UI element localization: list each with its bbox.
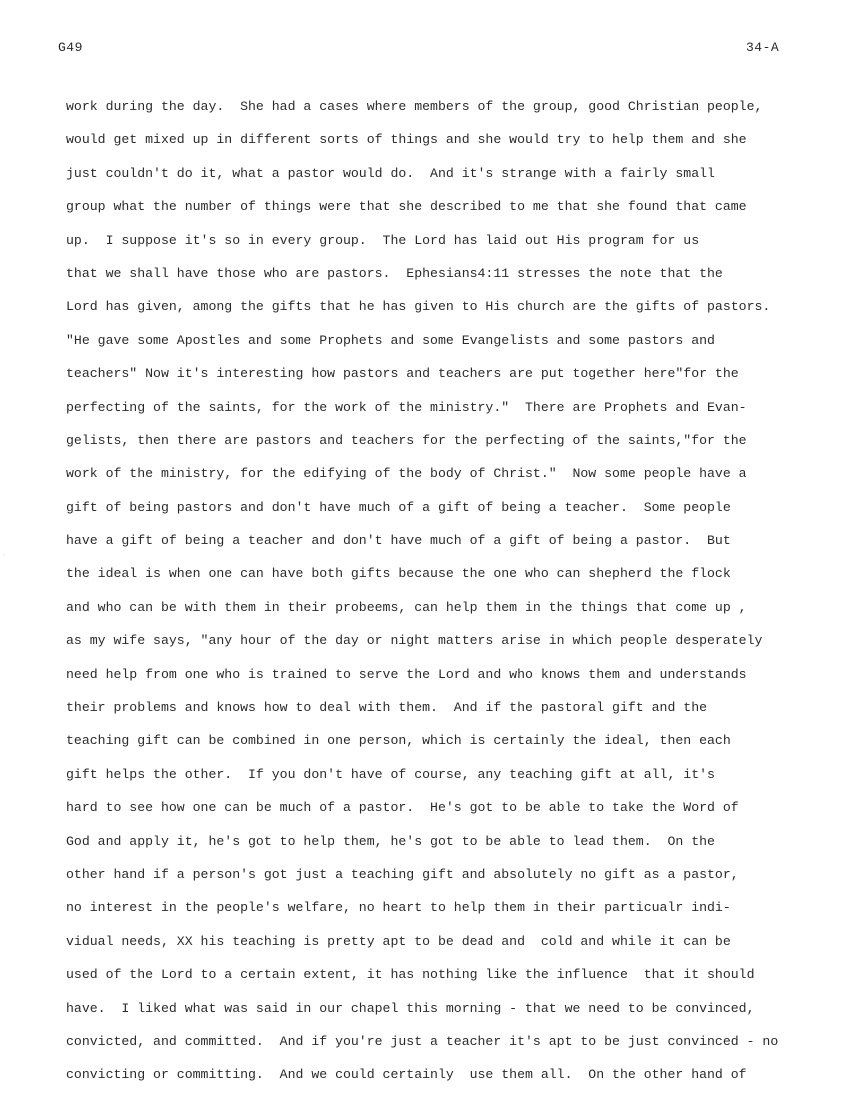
page-number-right: 34-A: [746, 40, 780, 55]
text-line: gift helps the other. If you don't have of course, any teaching gift at all, it's: [66, 766, 715, 782]
text-line: convicted, and committed. And if you're just a teacher it's apt to be just convinced - no: [66, 1033, 779, 1049]
text-line: God and apply it, he's got to help them, he's got to be able to lead them. On the: [66, 833, 715, 849]
text-line: Lord has given, among the gifts that he has given to His church are the gifts of pastors.: [66, 299, 771, 315]
text-line: work of the ministry, for the edifying of the body of Christ." Now some people have a: [66, 466, 747, 482]
text-line: no interest in the people's welfare, no heart to help them in their particualr indi-: [66, 900, 731, 916]
text-line: their problems and knows how to deal with them. And if the pastoral gift and the: [66, 700, 708, 716]
text-line: and who can be with them in their probeems, can help them in the things that come up ,: [66, 599, 747, 615]
text-line: that we shall have those who are pastors. Ephesians4:11 stresses the note that the: [66, 265, 723, 281]
text-line: work during the day. She had a cases where members of the group, good Christian people,: [66, 99, 763, 114]
text-line: used of the Lord to a certain extent, it has nothing like the influence that it should: [66, 967, 755, 983]
text-line: gift of being pastors and don't have much of a gift of being a teacher. Some people: [66, 499, 731, 515]
page-number-left: G49: [58, 40, 83, 55]
text-line: teaching gift can be combined in one person, which is certainly the ideal, then each: [66, 733, 731, 749]
text-line: other hand if a person's got just a teaching gift and absolutely no gift as a pastor,: [66, 866, 739, 882]
text-line: have. I liked what was said in our chapel this morning - that we need to be convinced,: [66, 1000, 755, 1016]
text-line: teachers" Now it's interesting how pastors and teachers are put together here"for the: [66, 366, 739, 382]
text-line: convicting or committing. And we could certainly use them all. On the other hand of: [66, 1067, 747, 1083]
text-line: as my wife says, "any hour of the day or night matters arise in which people desperately: [66, 633, 763, 649]
scan-speck: ·: [2, 552, 6, 559]
text-line: have a gift of being a teacher and don't have much of a gift of being a pastor. But: [66, 533, 731, 549]
text-line: hard to see how one can be much of a pastor. He's got to be able to take the Word of: [66, 800, 739, 816]
text-line: gelists, then there are pastors and teachers for the perfecting of the saints,"for the: [66, 432, 747, 448]
text-line: the ideal is when one can have both gifts because the one who can shepherd the flock: [66, 566, 731, 582]
typed-body-text: [66, 90, 836, 1092]
text-line: vidual needs, XX his teaching is pretty apt to be dead and cold and while it can be: [66, 933, 731, 949]
text-line: need help from one who is trained to serve the Lord and who knows them and understands: [66, 666, 747, 682]
text-line: perfecting of the saints, for the work of the ministry." There are Prophets and Evan-: [66, 399, 747, 415]
text-line: "He gave some Apostles and some Prophets and some Evangelists and some pastors and: [66, 332, 715, 348]
text-line: would get mixed up in different sorts of things and she would try to help them and she: [66, 132, 747, 148]
text-line: just couldn't do it, what a pastor would do. And it's strange with a fairly small: [66, 165, 715, 181]
text-line: group what the number of things were that she described to me that she found that came: [66, 199, 747, 215]
text-line: up. I suppose it's so in every group. The Lord has laid out His program for us: [66, 232, 700, 248]
